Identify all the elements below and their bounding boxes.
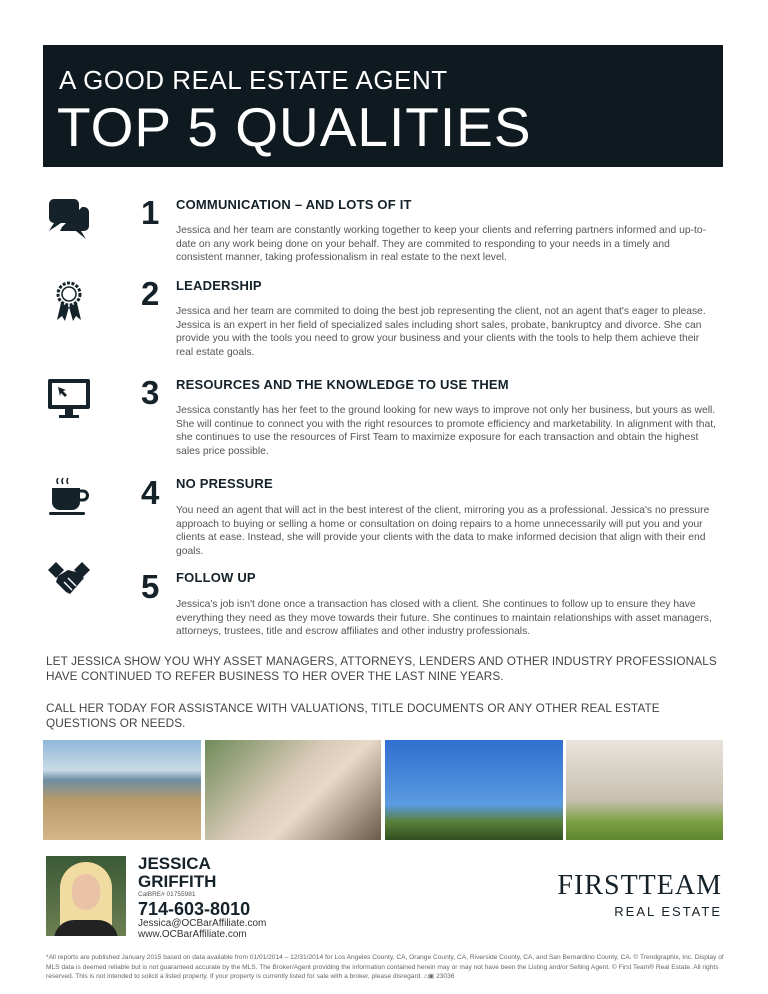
quality-body: Jessica constantly has her feet to the ground looking for new ways to improve not only her business, but yours as well. She will continue to connect you with the right resources to promote efficiency and marketability. In alignment with that, she continues to use the resources of First Team to maximize exposure for each transaction and obtain the highest sales price possible. bbox=[176, 405, 716, 457]
monitor-icon bbox=[46, 376, 92, 422]
beach-photo bbox=[43, 740, 201, 840]
family-photo bbox=[205, 740, 381, 840]
quality-number: 5 bbox=[141, 568, 160, 605]
first-team-logo bbox=[557, 872, 722, 919]
quality-number: 2 bbox=[141, 275, 160, 312]
agent-license: CalBRE# 01755981 bbox=[138, 891, 196, 898]
quality-number: 4 bbox=[141, 474, 160, 511]
hot-air-balloons-photo bbox=[385, 740, 563, 840]
agent-first-name: JESSICA bbox=[138, 854, 211, 873]
agent-phone[interactable]: 714-603-8010 bbox=[138, 899, 251, 919]
quality-heading: COMMUNICATION – AND LOTS OF IT bbox=[176, 197, 412, 212]
quality-heading: RESOURCES AND THE KNOWLEDGE TO USE THEM bbox=[176, 377, 509, 392]
handshake-icon bbox=[46, 560, 92, 606]
quality-body: Jessica's job isn't done once a transaction has closed with a client. She continues to follow up to ensure they have everything they need as they move towards their future. She continues to maintain relationships with asset managers, attorneys, trustees, title and escrow affiliates and other industry professionals. bbox=[176, 599, 712, 638]
cta-referral-text: LET JESSICA SHOW YOU WHY ASSET MANAGERS, ATTORNEYS, LENDERS AND OTHER INDUSTRY PROFESSIONALS HAVE CONTINUED TO REFER BUSINESS TO HER OVER THE LAST NINE YEARS. bbox=[46, 654, 717, 683]
disclaimer bbox=[46, 953, 726, 982]
quality-number: 3 bbox=[141, 374, 160, 411]
award-ribbon-icon bbox=[46, 278, 92, 324]
agent-portrait bbox=[46, 856, 126, 936]
header-title: TOP 5 QUALITIES bbox=[57, 96, 532, 158]
agent-website[interactable]: www.OCBarAffiliate.com bbox=[138, 929, 247, 940]
logo-subtitle: REAL ESTATE bbox=[614, 904, 722, 919]
horses-photo bbox=[566, 740, 723, 840]
agent-email[interactable]: Jessica@OCBarAffiliate.com bbox=[138, 918, 267, 929]
header-banner bbox=[43, 45, 723, 167]
quality-body: Jessica and her team are commited to doing the best job representing the client, not an agent that's eager to please. Jessica is an expert in her field of specialized sales including short sales, probate, bankruptcy and divorce. She can provide you with the tools you need to grow your business and your clients with the tools to help them achieve their real estate goals. bbox=[176, 306, 706, 358]
quality-heading: LEADERSHIP bbox=[176, 278, 262, 293]
footer-code: 23036 bbox=[436, 973, 455, 980]
quality-number: 1 bbox=[141, 194, 160, 231]
logo-name: FIRSTTEAM bbox=[557, 870, 722, 901]
equal-housing-icon: ⌂▣ bbox=[424, 973, 435, 980]
quality-heading: FOLLOW UP bbox=[176, 570, 256, 585]
agent-last-name: GRIFFITH bbox=[138, 872, 217, 891]
cta-call-text: CALL HER TODAY FOR ASSISTANCE WITH VALUATIONS, TITLE DOCUMENTS OR ANY OTHER REAL ESTATE QUESTIONS OR NEEDS. bbox=[46, 701, 660, 730]
disclaimer-text: *All reports are published January 2015 based on data available from 01/01/2014 – 12/31/2014 for Los Angeles County, CA, Orange County, CA, Riverside County, CA, and San Bernardino County, CA. © Trendgraphix, Inc. Display of MLS data is deemed reliable but is not guaranteed accurate by the MLS. The Broker/Agent providing the information contained herein may or may not have been the Listing and/or Selling Agent. © First Team® Real Estate. All rights reserved. This is not intended to solicit a listed property. If your property is currently listed for sale with a broker, please disregard. bbox=[46, 954, 724, 980]
quality-heading: NO PRESSURE bbox=[176, 476, 273, 491]
quality-body: You need an agent that will act in the best interest of the client, mirroring you as a professional. Jessica's no pressure approach to buying or selling a home or consultation on doing repairs to a home unnecessarily will put you and your clients at ease. Instead, she will provide your clients with the data to make informed decision that align with their end goals. bbox=[176, 505, 710, 557]
quality-body: Jessica and her team are constantly working together to keep your clients and referring partners informed and up-to-date on any work being done on your behalf. They are commited to responding to your needs in a timely and consistent manner, taking professionalism in real estate to the next level. bbox=[176, 225, 706, 264]
speech-bubbles-icon bbox=[46, 197, 92, 243]
coffee-cup-icon bbox=[46, 474, 92, 520]
header-subtitle: A GOOD REAL ESTATE AGENT bbox=[59, 65, 448, 95]
